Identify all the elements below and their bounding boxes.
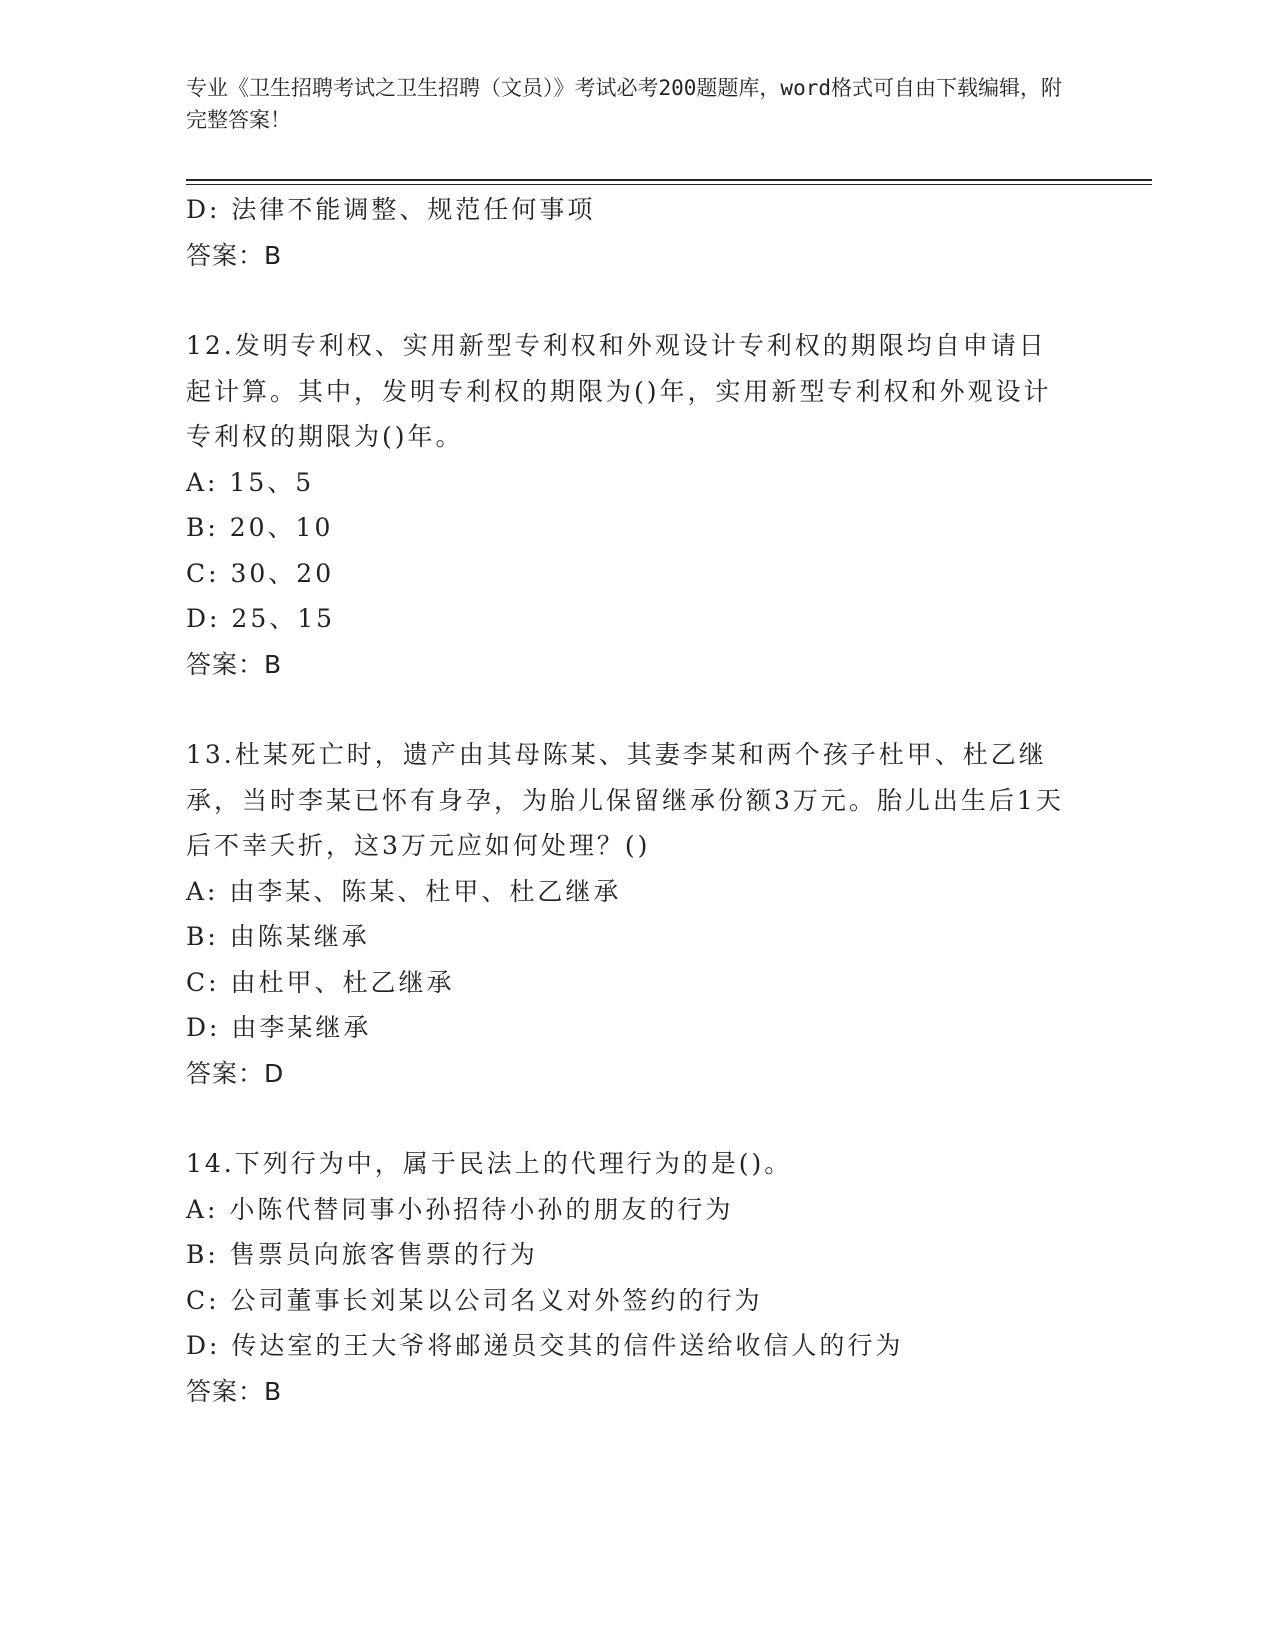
answer-line: 答案：D <box>186 1058 285 1088</box>
option-c: C: 公司董事长刘某以公司名义对外签约的行为 <box>186 1285 763 1315</box>
option-b: B: 售票员向旅客售票的行为 <box>186 1240 538 1269</box>
option-d: D: 由李某继承 <box>186 1013 372 1042</box>
question-stem: 14.下列行为中，属于民法上的代理行为的是()。 <box>186 1149 793 1178</box>
header-rule-thick <box>186 179 1152 181</box>
option-d: D: 25、15 <box>186 604 336 633</box>
question-stem: 13.杜某死亡时，遗产由其母陈某、其妻李某和两个孩子杜甲、杜乙继承，当时李某已怀有身孕，为胎儿保留继承份额3万元。胎儿出生后1天后不幸夭折，这3万元应如何处理？() <box>186 740 1064 860</box>
document-header: 专业《卫生招聘考试之卫生招聘（文员）》考试必考200题题库，word格式可自由下载编辑，附完整答案！ <box>186 76 1062 132</box>
question-13 <box>186 732 1086 1096</box>
question-stem: 12.发明专利权、实用新型专利权和外观设计专利权的期限均自申请日起计算。其中，发明专利权的期限为()年，实用新型专利权和外观设计专利权的期限为()年。 <box>186 331 1052 451</box>
option-a: A: 由李某、陈某、杜甲、杜乙继承 <box>186 876 622 906</box>
question-14 <box>186 1141 1086 1414</box>
option-d: D: 法律不能调整、规范任何事项 <box>186 195 596 224</box>
option-d: D: 传达室的王大爷将邮递员交其的信件送给收信人的行为 <box>186 1331 904 1360</box>
option-c: C: 由杜甲、杜乙继承 <box>186 967 455 997</box>
answer-line: 答案：B <box>186 649 283 679</box>
previous-question-tail <box>186 187 1086 278</box>
option-c: C: 30、20 <box>186 558 335 588</box>
header-rule-thin <box>186 184 1152 185</box>
option-a: A: 小陈代替同事小孙招待小孙的朋友的行为 <box>186 1194 734 1224</box>
answer-line: 答案：B <box>186 1376 283 1406</box>
option-b: B: 20、10 <box>186 513 334 542</box>
question-12 <box>186 323 1086 687</box>
answer-line: 答案：B <box>186 240 283 270</box>
document-body <box>186 187 1086 1414</box>
option-b: B: 由陈某继承 <box>186 922 370 951</box>
option-a: A: 15、5 <box>186 467 315 497</box>
